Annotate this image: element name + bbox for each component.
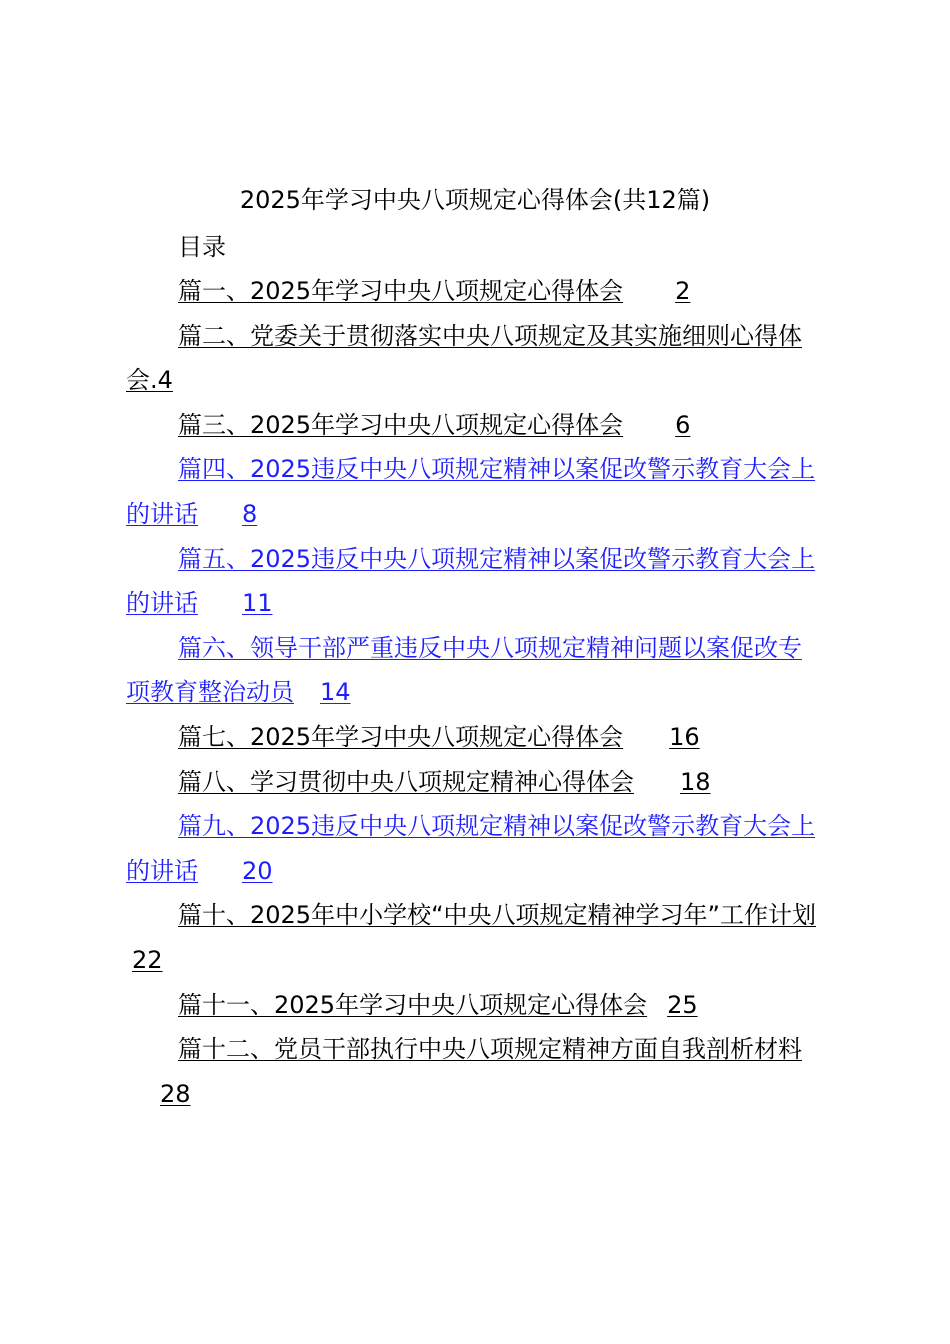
toc-entry-page: 16 bbox=[669, 722, 700, 751]
toc-entry-label: 篇十一、2025年学习中央八项规定心得体会 bbox=[178, 990, 648, 1019]
toc-entry-page: 4 bbox=[157, 366, 173, 395]
toc-entry-9[interactable] bbox=[126, 804, 820, 893]
toc-entry-label: 篇十、2025年中小学校“中央八项规定精神学习年”工作计划 bbox=[178, 901, 816, 930]
toc-entry-page: 22 bbox=[132, 945, 163, 974]
toc-entry-7[interactable] bbox=[126, 715, 820, 760]
toc-entry-page: 11 bbox=[242, 589, 273, 618]
toc-entry-11[interactable] bbox=[126, 983, 820, 1028]
toc-entry-label: 篇二、党委关于贯彻落实中央八项规定及其实施细则心得体会. bbox=[126, 321, 802, 395]
toc-entry-page: 20 bbox=[242, 856, 273, 885]
toc-entry-3[interactable] bbox=[126, 403, 820, 448]
toc-entry-page: 28 bbox=[160, 1079, 191, 1108]
toc-entry-label: 篇四、2025违反中央八项规定精神以案促改警示教育大会上的讲话 bbox=[126, 455, 816, 528]
toc-entry-page: 8 bbox=[242, 499, 258, 528]
toc-entry-page: 14 bbox=[320, 678, 351, 707]
toc-entry-label: 篇九、2025违反中央八项规定精神以案促改警示教育大会上的讲话 bbox=[126, 812, 816, 885]
table-of-contents bbox=[126, 269, 820, 1116]
toc-entry-label: 篇六、领导干部严重违反中央八项规定精神问题以案促改专项教育整治动员 bbox=[126, 633, 802, 707]
toc-entry-5[interactable] bbox=[126, 537, 820, 626]
toc-entry-label: 篇十二、党员干部执行中央八项规定精神方面自我剖析材料 bbox=[178, 1035, 802, 1064]
toc-entry-page: 18 bbox=[680, 767, 711, 796]
toc-entry-12[interactable] bbox=[126, 1027, 820, 1116]
toc-entry-1[interactable] bbox=[126, 269, 820, 314]
toc-entry-page: 6 bbox=[675, 410, 691, 439]
toc-entry-8[interactable] bbox=[126, 760, 820, 805]
toc-entry-page: 25 bbox=[667, 990, 698, 1019]
toc-entry-label: 篇一、2025年学习中央八项规定心得体会 bbox=[178, 277, 624, 305]
toc-entry-4[interactable] bbox=[126, 447, 820, 536]
toc-entry-label: 篇三、2025年学习中央八项规定心得体会 bbox=[178, 410, 624, 439]
toc-entry-6[interactable] bbox=[126, 626, 820, 715]
toc-entry-2[interactable] bbox=[126, 314, 820, 403]
toc-heading: 目录 bbox=[178, 233, 226, 261]
toc-entry-label: 篇五、2025违反中央八项规定精神以案促改警示教育大会上的讲话 bbox=[126, 544, 816, 618]
toc-entry-10[interactable] bbox=[126, 893, 820, 982]
toc-entry-label: 篇七、2025年学习中央八项规定心得体会 bbox=[178, 722, 624, 751]
toc-entry-page: 2 bbox=[675, 277, 691, 305]
document-title: 2025年学习中央八项规定心得体会(共12篇) bbox=[239, 186, 711, 214]
toc-entry-label: 篇八、学习贯彻中央八项规定精神心得体会 bbox=[178, 767, 634, 796]
